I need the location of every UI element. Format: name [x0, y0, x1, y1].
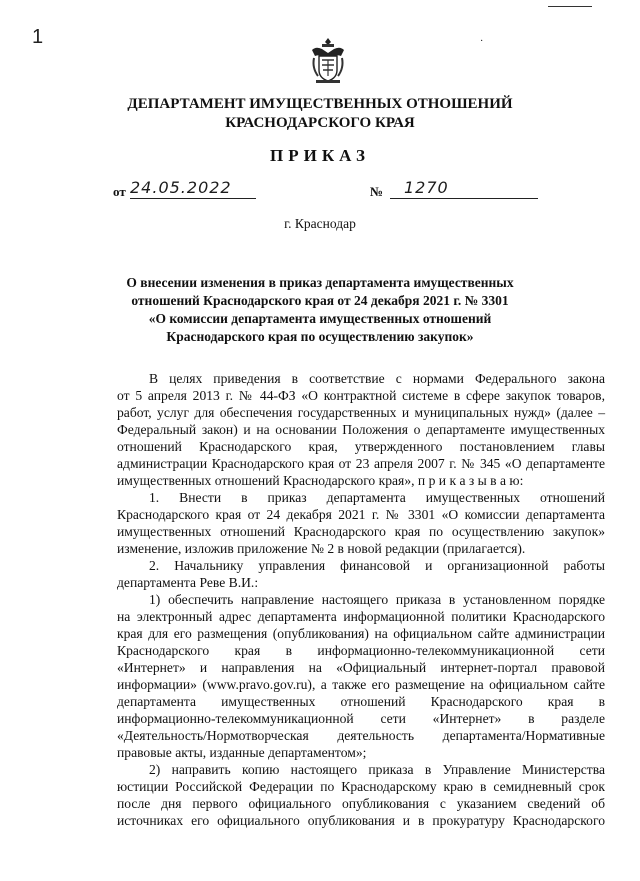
subject-line: Краснодарского края по осуществлению закупок» — [166, 329, 474, 344]
body-line: «Деятельность/Нормотворческая деятельность департамента/Нормативные — [117, 728, 605, 743]
page-mark: 1 — [32, 26, 44, 48]
body-line: «Интернет» и направления на «Официальный интернет-портал правовой — [117, 660, 605, 675]
city: г. Краснодар — [284, 216, 356, 231]
body-line: Краснодарского края в информационно-телекоммуникационной сети — [117, 643, 605, 658]
body-line: правовые акты, изданные департаментом»; — [117, 745, 367, 760]
body-line: отношений Краснодарского края, утвержденного постановлением главы — [117, 439, 605, 454]
body-line: работ, услуг для обеспечения государственных и муниципальных нужд» (далее – — [117, 405, 605, 420]
date-underline — [130, 198, 256, 199]
body-line: источниках его официального опубликования и в прокуратуру Краснодарского — [117, 813, 605, 828]
order-title: ПРИКАЗ — [270, 146, 370, 165]
dot-mark: · — [480, 36, 484, 47]
body-line: департамента Реве В.И.: — [117, 575, 259, 590]
body-line: информации» (www.pravo.gov.ru), а также его размещение на официальном сайте — [117, 677, 605, 692]
subject-line: отношений Краснодарского края от 24 декабря 2021 г. № 3301 — [131, 293, 509, 308]
date-label: от — [113, 184, 126, 199]
body-line: имущественных отношений Краснодарского края по осуществлению закупок» — [117, 524, 605, 539]
number-underline — [390, 198, 538, 199]
body-line: юстиции Российской Федерации по Краснодарскому краю в семидневный срок — [117, 779, 605, 794]
body-line: имущественных отношений Краснодарского края», п р и к а з ы в а ю: — [117, 473, 524, 488]
body-line: от 5 апреля 2013 г. № 44-ФЗ «О контрактной системе в сфере закупок товаров, — [117, 388, 605, 403]
body-line: изменение, изложив приложение № 2 в новой редакции (прилагается). — [117, 541, 526, 556]
coat-of-arms-icon — [306, 36, 350, 86]
top-dash-mark — [548, 6, 592, 7]
body-line: 2) направить копию настоящего приказа в Управление Министерства — [149, 762, 605, 777]
body-line: 2. Начальнику управления финансовой и организационной работы — [149, 558, 605, 573]
body-line: Краснодарского края от 24 декабря 2021 г. № 3301 «О комиссии департамента — [117, 507, 605, 522]
number-label: № — [370, 184, 384, 199]
body-line: администрации Краснодарского края от 23 апреля 2007 г. № 345 «О департаменте — [117, 456, 605, 471]
subject-line: «О комиссии департамента имущественных отношений — [148, 311, 492, 326]
subject-line: О внесении изменения в приказ департамента имущественных — [126, 275, 514, 290]
body-line: информационно-телекоммуникационной сети «Интернет» в разделе — [117, 711, 605, 726]
body-line: департамента имущественных отношений Краснодарского края в — [117, 694, 605, 709]
body-line: В целях приведения в соответствие с нормами Федерального закона — [149, 371, 605, 386]
body-line: края для его размещения (опубликования) на официальном сайте администрации — [117, 626, 605, 641]
department-name-line2: КРАСНОДАРСКОГО КРАЯ — [225, 115, 415, 131]
body-line: 1. Внести в приказ департамента имущественных отношений — [149, 490, 605, 505]
number-handwritten: 1270 — [404, 178, 449, 197]
department-name-line1: ДЕПАРТАМЕНТ ИМУЩЕСТВЕННЫХ ОТНОШЕНИЙ — [127, 96, 513, 112]
body-line: 1) обеспечить направление настоящего приказа в установленном порядке — [149, 592, 605, 607]
date-handwritten: 24.05.2022 — [130, 178, 232, 197]
body-line: на электронный адрес департамента информационной политики Краснодарского — [117, 609, 605, 624]
body-line: Федеральный закон) и на основании Положения о департаменте имущественных — [117, 422, 605, 437]
body-line: после дня первого официального опубликования с указанием сведений об — [117, 796, 605, 811]
